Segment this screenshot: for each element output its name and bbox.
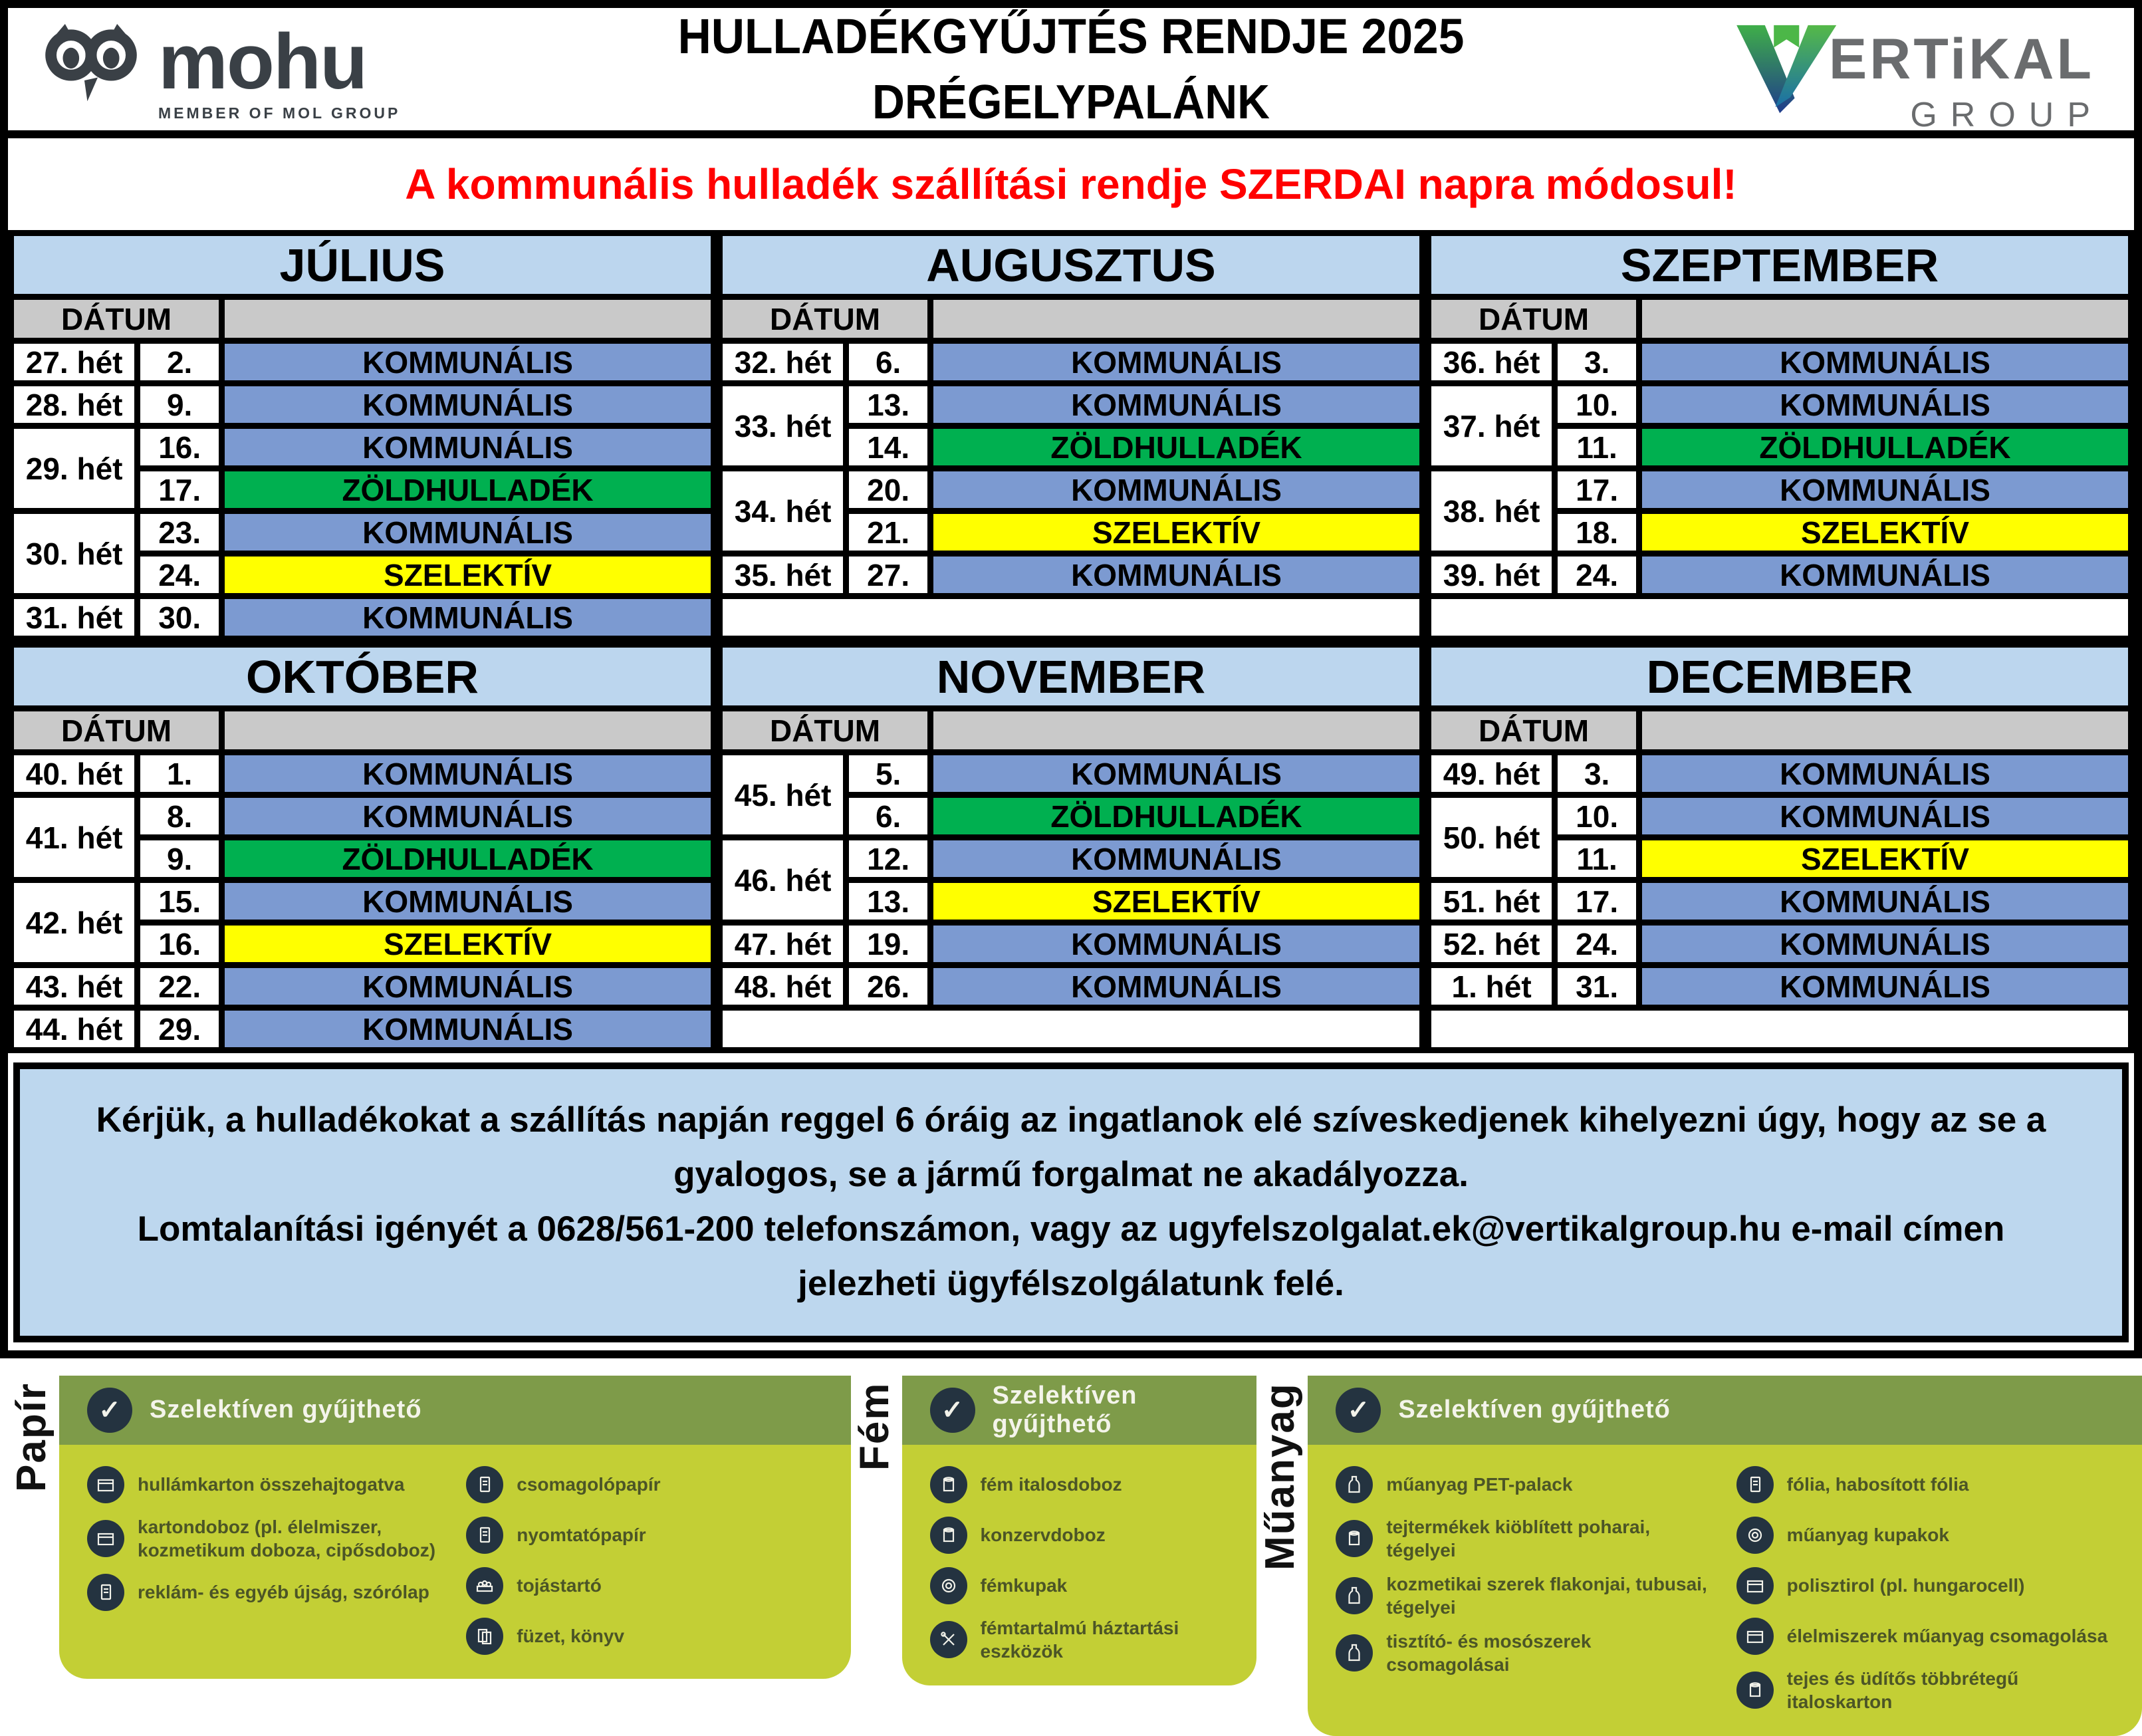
foil-icon xyxy=(1736,1466,1774,1503)
legend-item xyxy=(1336,1572,1713,1619)
month-table-okt-ber xyxy=(8,642,717,1053)
day-cell: 31. xyxy=(1555,965,1639,1008)
day-cell: 24. xyxy=(1555,923,1639,965)
week-cell: 31. hét xyxy=(11,596,138,639)
month-header-szeptember: SZEPTEMBER xyxy=(1428,233,2131,297)
legend-item-text: kozmetikai szerek flakonjai, tubusai, tégelyei xyxy=(1386,1573,1707,1618)
waste-type-cell: SZELEKTÍV xyxy=(222,554,714,596)
food-packaging-icon xyxy=(1736,1618,1774,1655)
legend-item xyxy=(87,1572,443,1612)
week-cell: 30. hét xyxy=(11,511,138,596)
month-table-december xyxy=(1425,642,2134,1053)
week-cell: 47. hét xyxy=(719,923,846,965)
legend-column xyxy=(930,1465,1229,1663)
waste-type-cell: SZELEKTÍV xyxy=(1639,511,2131,554)
legend-item-text: füzet, könyv xyxy=(517,1626,625,1647)
pet-bottle-icon xyxy=(1336,1466,1373,1503)
day-cell: 22. xyxy=(138,965,222,1008)
legend-item xyxy=(1736,1515,2114,1555)
legend-panel-header xyxy=(902,1376,1257,1445)
week-cell: 52. hét xyxy=(1428,923,1554,965)
polystyrene-icon xyxy=(1736,1567,1774,1604)
legend-item-text: élelmiszerek műanyag csomagolása xyxy=(1786,1626,2108,1647)
legend-item-text: csomagolópapír xyxy=(517,1474,661,1495)
legend-column xyxy=(1736,1465,2114,1713)
empty-filler-cell xyxy=(719,596,1422,639)
schedule-row xyxy=(1428,341,2131,384)
schedule-row xyxy=(11,1008,714,1051)
legend-item xyxy=(87,1515,443,1562)
mohu-logo-row xyxy=(41,17,453,107)
legend-panel-header xyxy=(1308,1376,2142,1445)
day-cell: 11. xyxy=(1555,838,1639,880)
legend-group-m-anyag xyxy=(1256,1376,2142,1736)
title-block xyxy=(453,9,1689,129)
week-cell: 49. hét xyxy=(1428,753,1554,795)
vertikal-text xyxy=(1828,27,2103,135)
legend-item-text: fólia, habosított fólia xyxy=(1786,1474,1969,1495)
legend-item xyxy=(466,1465,822,1505)
waste-type-cell: KOMMUNÁLIS xyxy=(222,753,714,795)
waste-type-cell: KOMMUNÁLIS xyxy=(931,965,1423,1008)
material-label-pap-r: Papír xyxy=(9,1382,55,1492)
waste-type-cell: KOMMUNÁLIS xyxy=(1639,341,2131,384)
legend-item xyxy=(1736,1566,2114,1606)
legend-item-text: kartondoboz (pl. élelmiszer, kozmetikum doboza, cipősdoboz) xyxy=(138,1516,436,1560)
day-cell: 12. xyxy=(846,838,931,880)
week-cell: 38. hét xyxy=(1428,469,1554,554)
schedule-row xyxy=(719,554,1422,596)
legend-item-text: tisztító- és mosószerek csomagolásai xyxy=(1386,1630,1592,1675)
waste-type-cell: KOMMUNÁLIS xyxy=(931,838,1423,880)
schedule-row xyxy=(11,511,714,554)
waste-type-cell: KOMMUNÁLIS xyxy=(1639,795,2131,838)
month-header-j-lius: JÚLIUS xyxy=(11,233,714,297)
schedule-row xyxy=(719,469,1422,511)
empty-filler-cell xyxy=(1428,596,2131,639)
legend-item xyxy=(1336,1465,1713,1505)
schedule-row xyxy=(11,880,714,923)
day-cell: 23. xyxy=(138,511,222,554)
day-cell: 10. xyxy=(1555,384,1639,426)
legend-item xyxy=(930,1515,1229,1555)
footer-line-2: Lomtalanítási igényét a 0628/561-200 telefonszámon, vagy az ugyfelszolgalat.ek@vertikalgroup.hu e-mail címen jelezheti ügyfélszolgálatunk felé. xyxy=(137,1209,2005,1304)
day-cell: 3. xyxy=(1555,753,1639,795)
material-label-f-m: Fém xyxy=(851,1382,897,1471)
waste-type-cell: KOMMUNÁLIS xyxy=(931,469,1423,511)
footer-note xyxy=(13,1062,2129,1342)
legend-group-pap-r xyxy=(8,1376,851,1679)
waste-type-cell: SZELEKTÍV xyxy=(931,511,1423,554)
notice-text: A kommunális hulladék szállítási rendje SZERDAI napra módosul! xyxy=(405,160,1737,208)
day-cell: 9. xyxy=(138,838,222,880)
notice-banner xyxy=(8,138,2134,230)
legend-panel-header xyxy=(59,1376,851,1445)
mohu-tagline: MEMBER OF MOL GROUP xyxy=(158,104,401,122)
waste-type-cell: ZÖLDHULLADÉK xyxy=(931,426,1423,469)
legend-column xyxy=(87,1465,443,1656)
week-cell: 43. hét xyxy=(11,965,138,1008)
checkmark-icon: ✓ xyxy=(930,1388,975,1433)
dairy-cup-icon xyxy=(1336,1520,1373,1557)
printer-paper-icon xyxy=(466,1517,503,1554)
day-cell: 14. xyxy=(846,426,931,469)
datum-header-szeptember: DÁTUM xyxy=(1428,297,1639,341)
legend-panel-body xyxy=(1308,1445,2142,1736)
page-title: HULLADÉKGYŰJTÉS RENDJE 2025 xyxy=(677,9,1465,64)
schedule-row xyxy=(11,965,714,1008)
day-cell: 10. xyxy=(1555,795,1639,838)
day-cell: 16. xyxy=(138,923,222,965)
legend-panel-body xyxy=(902,1445,1257,1685)
schedule-row xyxy=(11,384,714,426)
month-table-augusztus xyxy=(717,230,1425,642)
metal-cap-icon xyxy=(930,1567,967,1604)
week-cell: 27. hét xyxy=(11,341,138,384)
header xyxy=(8,8,2134,138)
waste-type-cell: KOMMUNÁLIS xyxy=(1639,923,2131,965)
week-cell: 36. hét xyxy=(1428,341,1554,384)
week-cell: 41. hét xyxy=(11,795,138,880)
month-header-december: DECEMBER xyxy=(1428,645,2131,709)
waste-type-cell: KOMMUNÁLIS xyxy=(1639,554,2131,596)
day-cell: 18. xyxy=(1555,511,1639,554)
day-cell: 6. xyxy=(846,341,931,384)
datum-header-november: DÁTUM xyxy=(719,709,930,753)
schedule-row xyxy=(11,795,714,838)
waste-type-cell: KOMMUNÁLIS xyxy=(931,554,1423,596)
month-table-j-lius xyxy=(8,230,717,642)
legend-item-text: tojástartó xyxy=(517,1575,602,1596)
waste-type-cell: KOMMUNÁLIS xyxy=(222,341,714,384)
week-cell: 37. hét xyxy=(1428,384,1554,469)
vertikal-name: ERTiKAL xyxy=(1828,27,2094,91)
day-cell: 19. xyxy=(846,923,931,965)
schedule-row xyxy=(719,923,1422,965)
datum-header-empty-november xyxy=(931,709,1423,753)
day-cell: 16. xyxy=(138,426,222,469)
legend-item-text: fémtartalmú háztartási eszközök xyxy=(980,1617,1179,1662)
legend-panel-title: Szelektíven gyűjthető xyxy=(1398,1396,1671,1424)
legend-item-text: fémkupak xyxy=(980,1575,1068,1596)
schedule-row xyxy=(719,965,1422,1008)
waste-type-cell: KOMMUNÁLIS xyxy=(222,384,714,426)
schedule-row xyxy=(11,341,714,384)
mohu-owl-icon xyxy=(41,18,141,106)
legend-item-text: tejes és üdítős többrétegű italoskarton xyxy=(1786,1668,2019,1712)
legend-item xyxy=(87,1465,443,1505)
legend-item-text: polisztirol (pl. hungarocell) xyxy=(1786,1575,2025,1596)
newspaper-icon xyxy=(87,1574,124,1611)
tools-icon xyxy=(930,1621,967,1658)
mohu-logo-text: mohu xyxy=(158,17,367,106)
legend-item xyxy=(930,1465,1229,1505)
datum-header-j-lius: DÁTUM xyxy=(11,297,222,341)
legend-item xyxy=(1336,1515,1713,1562)
schedule-row xyxy=(1428,384,2131,426)
waste-type-cell: KOMMUNÁLIS xyxy=(1639,384,2131,426)
wrapping-paper-icon xyxy=(466,1466,503,1503)
waste-type-cell: KOMMUNÁLIS xyxy=(222,880,714,923)
day-cell: 27. xyxy=(846,554,931,596)
month-header-augusztus: AUGUSZTUS xyxy=(719,233,1422,297)
schedule-row xyxy=(719,838,1422,880)
legend-item xyxy=(930,1566,1229,1606)
vertikal-logo xyxy=(1689,4,2114,135)
waste-type-cell: KOMMUNÁLIS xyxy=(1639,753,2131,795)
day-cell: 17. xyxy=(1555,880,1639,923)
calendar-half-2 xyxy=(8,642,2134,1053)
day-cell: 9. xyxy=(138,384,222,426)
schedule-row xyxy=(1428,469,2131,511)
day-cell: 3. xyxy=(1555,341,1639,384)
day-cell: 1. xyxy=(138,753,222,795)
week-cell: 33. hét xyxy=(719,384,846,469)
plastic-cap-icon xyxy=(1736,1517,1774,1554)
day-cell: 21. xyxy=(846,511,931,554)
legend-item xyxy=(1336,1630,1713,1676)
month-header-okt-ber: OKTÓBER xyxy=(11,645,714,709)
checkmark-icon: ✓ xyxy=(87,1388,132,1433)
datum-header-okt-ber: DÁTUM xyxy=(11,709,222,753)
datum-header-augusztus: DÁTUM xyxy=(719,297,930,341)
day-cell: 24. xyxy=(138,554,222,596)
legend-item xyxy=(1736,1465,2114,1505)
legend-column xyxy=(466,1465,822,1656)
day-cell: 11. xyxy=(1555,426,1639,469)
day-cell: 6. xyxy=(846,795,931,838)
legend-item xyxy=(1736,1616,2114,1656)
legend-item xyxy=(1736,1667,2114,1713)
legend-item-text: hullámkarton összehajtogatva xyxy=(138,1474,405,1495)
material-label-m-anyag: Műanyag xyxy=(1257,1382,1304,1570)
legend-panel-m-anyag xyxy=(1308,1376,2142,1736)
cardboard-roll-icon xyxy=(87,1466,124,1503)
legend-item-text: reklám- és egyéb újság, szórólap xyxy=(138,1582,429,1603)
legend-panel-pap-r xyxy=(59,1376,851,1679)
legend-panel-title: Szelektíven gyűjthető xyxy=(992,1381,1137,1438)
week-cell: 46. hét xyxy=(719,838,846,923)
checkmark-icon: ✓ xyxy=(1336,1388,1381,1433)
beverage-carton-icon xyxy=(1736,1672,1774,1709)
waste-type-cell: ZÖLDHULLADÉK xyxy=(1639,426,2131,469)
schedule-row xyxy=(11,596,714,639)
week-cell: 42. hét xyxy=(11,880,138,965)
schedule-row xyxy=(11,426,714,469)
day-cell: 13. xyxy=(846,384,931,426)
week-cell: 51. hét xyxy=(1428,880,1554,923)
day-cell: 26. xyxy=(846,965,931,1008)
schedule-row xyxy=(1428,965,2131,1008)
day-cell: 29. xyxy=(138,1008,222,1051)
waste-type-cell: KOMMUNÁLIS xyxy=(222,511,714,554)
month-table-november xyxy=(717,642,1425,1053)
month-table-szeptember xyxy=(1425,230,2134,642)
week-cell: 29. hét xyxy=(11,426,138,511)
day-cell: 20. xyxy=(846,469,931,511)
week-cell: 48. hét xyxy=(719,965,846,1008)
waste-type-cell: KOMMUNÁLIS xyxy=(931,753,1423,795)
datum-header-empty-augusztus xyxy=(931,297,1423,341)
vertikal-group: GROUP xyxy=(1910,95,2103,134)
week-cell: 39. hét xyxy=(1428,554,1554,596)
waste-type-cell: ZÖLDHULLADÉK xyxy=(222,469,714,511)
datum-header-empty-j-lius xyxy=(222,297,714,341)
notebook-icon xyxy=(466,1618,503,1655)
schedule-row xyxy=(1428,795,2131,838)
mohu-logo xyxy=(28,17,453,122)
legend-item-text: műanyag PET-palack xyxy=(1386,1474,1573,1495)
day-cell: 2. xyxy=(138,341,222,384)
day-cell: 13. xyxy=(846,880,931,923)
page-subtitle: DRÉGELYPALÁNK xyxy=(872,76,1270,129)
schedule-row xyxy=(719,753,1422,795)
schedule-row xyxy=(11,753,714,795)
metal-can-icon xyxy=(930,1466,967,1503)
legend-panel-title: Szelektíven gyűjthető xyxy=(150,1396,422,1424)
week-cell: 1. hét xyxy=(1428,965,1554,1008)
schedule-row xyxy=(1428,753,2131,795)
calendar-half-1 xyxy=(8,230,2134,642)
legend-item-text: konzervdoboz xyxy=(980,1525,1106,1546)
waste-type-cell: KOMMUNÁLIS xyxy=(222,596,714,639)
waste-type-cell: KOMMUNÁLIS xyxy=(1639,965,2131,1008)
week-cell: 40. hét xyxy=(11,753,138,795)
day-cell: 17. xyxy=(138,469,222,511)
day-cell: 30. xyxy=(138,596,222,639)
empty-filler-cell xyxy=(719,1008,1422,1051)
schedule-row xyxy=(1428,880,2131,923)
empty-filler-cell xyxy=(1428,1008,2131,1051)
waste-type-cell: KOMMUNÁLIS xyxy=(931,384,1423,426)
calendar xyxy=(8,230,2134,1053)
week-cell: 50. hét xyxy=(1428,795,1554,880)
datum-header-empty-szeptember xyxy=(1639,297,2131,341)
waste-type-cell: KOMMUNÁLIS xyxy=(931,341,1423,384)
waste-type-cell: KOMMUNÁLIS xyxy=(222,965,714,1008)
datum-header-empty-december xyxy=(1639,709,2131,753)
waste-type-cell: KOMMUNÁLIS xyxy=(222,1008,714,1051)
legend-item-text: tejtermékek kiöblített poharai, tégelyei xyxy=(1386,1516,1651,1560)
day-cell: 8. xyxy=(138,795,222,838)
day-cell: 5. xyxy=(846,753,931,795)
schedule-row xyxy=(1428,923,2131,965)
waste-type-cell: SZELEKTÍV xyxy=(931,880,1423,923)
week-cell: 32. hét xyxy=(719,341,846,384)
legend-panel-f-m xyxy=(902,1376,1257,1685)
waste-type-cell: ZÖLDHULLADÉK xyxy=(222,838,714,880)
waste-type-cell: KOMMUNÁLIS xyxy=(222,795,714,838)
carton-box-icon xyxy=(87,1520,124,1557)
legend-item-text: műanyag kupakok xyxy=(1786,1525,1949,1546)
footer-line-1: Kérjük, a hulladékokat a szállítás napján reggel 6 óráig az ingatlanok elé szíveskedjenek kihelyezni úgy, hogy az se a gyalogos, se a jármű forgalmat ne akadályozza. xyxy=(96,1100,2046,1195)
week-cell: 44. hét xyxy=(11,1008,138,1051)
week-cell: 45. hét xyxy=(719,753,846,838)
day-cell: 17. xyxy=(1555,469,1639,511)
waste-type-cell: KOMMUNÁLIS xyxy=(931,923,1423,965)
schedule-row xyxy=(719,341,1422,384)
legend-item xyxy=(466,1515,822,1555)
legend-column xyxy=(1336,1465,1713,1713)
legend-item-text: nyomtatópapír xyxy=(517,1525,646,1546)
waste-type-cell: KOMMUNÁLIS xyxy=(1639,880,2131,923)
waste-type-cell: SZELEKTÍV xyxy=(222,923,714,965)
day-cell: 24. xyxy=(1555,554,1639,596)
legend-group-f-m xyxy=(851,1376,1257,1685)
legend-item xyxy=(466,1566,822,1606)
tin-can-icon xyxy=(930,1517,967,1554)
legend-item-text: fém italosdoboz xyxy=(980,1474,1122,1495)
waste-type-cell: ZÖLDHULLADÉK xyxy=(931,795,1423,838)
cosmetic-bottle-icon xyxy=(1336,1577,1373,1614)
datum-header-december: DÁTUM xyxy=(1428,709,1639,753)
legend-panel-body xyxy=(59,1445,851,1679)
week-cell: 35. hét xyxy=(719,554,846,596)
legend-item xyxy=(930,1616,1229,1663)
week-cell: 28. hét xyxy=(11,384,138,426)
week-cell: 34. hét xyxy=(719,469,846,554)
selective-legend xyxy=(0,1358,2142,1736)
datum-header-empty-okt-ber xyxy=(222,709,714,753)
waste-type-cell: KOMMUNÁLIS xyxy=(222,426,714,469)
day-cell: 15. xyxy=(138,880,222,923)
month-header-november: NOVEMBER xyxy=(719,645,1422,709)
cleaner-bottle-icon xyxy=(1336,1634,1373,1672)
legend-item xyxy=(466,1616,822,1656)
waste-type-cell: KOMMUNÁLIS xyxy=(1639,469,2131,511)
egg-carton-icon xyxy=(466,1567,503,1604)
schedule-row xyxy=(719,384,1422,426)
schedule-row xyxy=(1428,554,2131,596)
waste-type-cell: SZELEKTÍV xyxy=(1639,838,2131,880)
vertikal-v-icon xyxy=(1729,21,1841,118)
